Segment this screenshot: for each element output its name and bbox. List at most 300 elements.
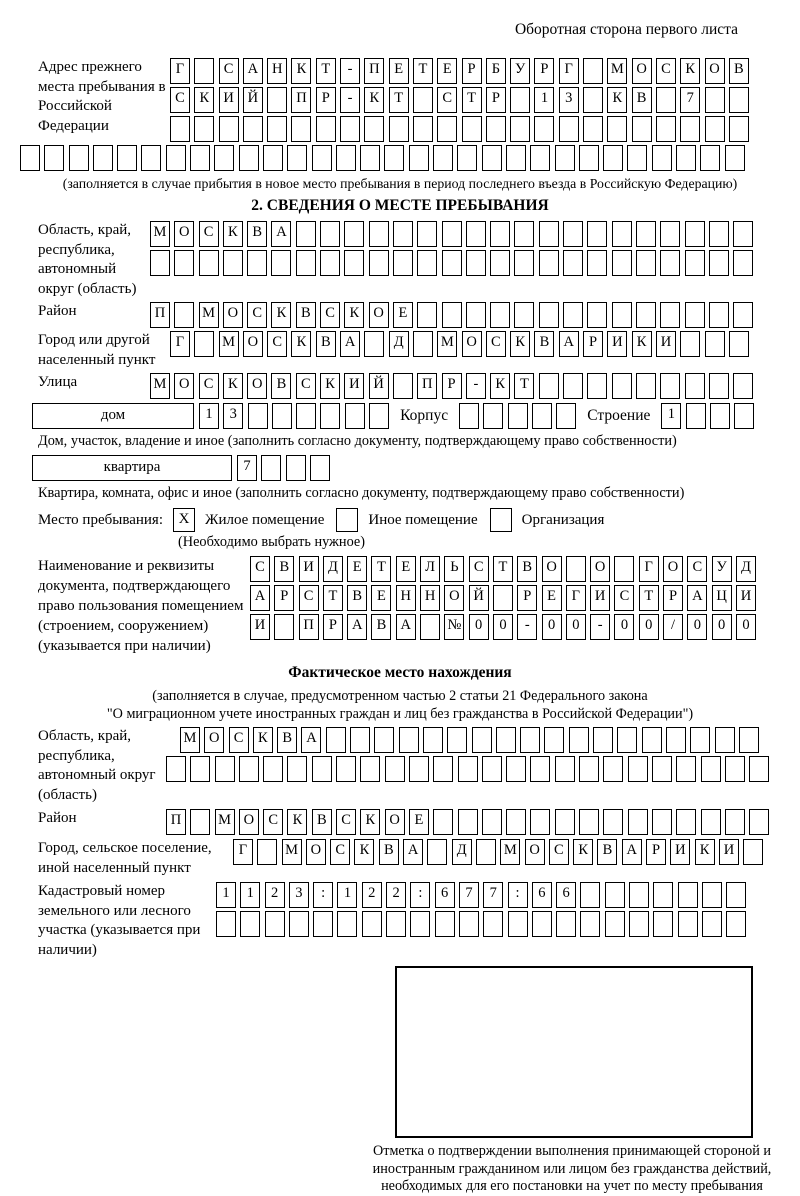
char-cell bbox=[150, 250, 170, 276]
char-cell: С bbox=[199, 373, 219, 399]
char-cell bbox=[739, 727, 759, 753]
char-cell bbox=[556, 403, 576, 429]
char-cell: И bbox=[670, 839, 690, 865]
char-cell: М bbox=[150, 373, 170, 399]
char-cell bbox=[734, 403, 754, 429]
char-cell bbox=[337, 911, 357, 937]
char-cell bbox=[389, 116, 409, 142]
char-cell: 0 bbox=[614, 614, 634, 640]
char-cell: К bbox=[253, 727, 273, 753]
char-cell: Р bbox=[583, 331, 603, 357]
cadastral-label: Кадастровый номер земельного или лесного участка (указывается при наличии) bbox=[38, 883, 201, 958]
char-cell bbox=[508, 403, 528, 429]
char-cell: К bbox=[287, 809, 307, 835]
char-cell bbox=[362, 911, 382, 937]
char-cell bbox=[612, 221, 632, 247]
char-cell bbox=[399, 727, 419, 753]
char-cell: : bbox=[508, 882, 528, 908]
char-cell bbox=[636, 302, 656, 328]
char-cell: 1 bbox=[534, 87, 554, 113]
char-cell bbox=[729, 87, 749, 113]
char-cell: Е bbox=[542, 585, 562, 611]
char-cell: Е bbox=[389, 58, 409, 84]
char-cell bbox=[384, 145, 404, 171]
char-cell bbox=[240, 911, 260, 937]
char-cell: С bbox=[229, 727, 249, 753]
char-cell bbox=[580, 882, 600, 908]
document-row-1 bbox=[250, 556, 756, 582]
char-cell bbox=[563, 302, 583, 328]
char-cell: С bbox=[299, 585, 319, 611]
char-cell bbox=[685, 302, 705, 328]
char-cell: 1 bbox=[216, 882, 236, 908]
checkbox-other-premises bbox=[336, 508, 358, 532]
char-cell bbox=[653, 911, 673, 937]
char-cell bbox=[628, 756, 648, 782]
char-cell bbox=[676, 809, 696, 835]
char-cell: М bbox=[199, 302, 219, 328]
char-cell bbox=[593, 727, 613, 753]
char-cell bbox=[660, 250, 680, 276]
char-cell bbox=[725, 145, 745, 171]
char-cell bbox=[579, 809, 599, 835]
char-cell bbox=[733, 221, 753, 247]
actual-region-rows bbox=[166, 727, 769, 782]
apartment-type-box: квартира bbox=[32, 455, 232, 481]
actual-location-caption-1: (заполняется в случае, предусмотренном частью 2 статьи 21 Федерального закона bbox=[152, 688, 648, 704]
char-cell bbox=[678, 911, 698, 937]
char-cell bbox=[506, 809, 526, 835]
char-cell bbox=[563, 250, 583, 276]
char-cell: Г bbox=[639, 556, 659, 582]
char-cell: Е bbox=[396, 556, 416, 582]
char-cell bbox=[603, 756, 623, 782]
char-cell bbox=[532, 911, 552, 937]
char-cell: А bbox=[622, 839, 642, 865]
option-organization-label: Организация bbox=[521, 511, 605, 528]
char-cell: А bbox=[340, 331, 360, 357]
char-cell bbox=[532, 403, 552, 429]
char-cell bbox=[223, 250, 243, 276]
apartment-field bbox=[20, 455, 780, 481]
char-cell bbox=[614, 556, 634, 582]
char-cell: 3 bbox=[559, 87, 579, 113]
char-cell bbox=[587, 221, 607, 247]
char-cell bbox=[336, 145, 356, 171]
checkbox-residential: X bbox=[173, 508, 195, 532]
char-cell bbox=[490, 221, 510, 247]
char-cell: К bbox=[607, 87, 627, 113]
char-cell: И bbox=[590, 585, 610, 611]
char-cell: М bbox=[219, 331, 239, 357]
char-cell bbox=[508, 911, 528, 937]
char-cell: С bbox=[263, 809, 283, 835]
char-cell bbox=[660, 373, 680, 399]
char-cell: А bbox=[347, 614, 367, 640]
char-cell bbox=[263, 756, 283, 782]
char-cell: Т bbox=[462, 87, 482, 113]
char-cell: И bbox=[344, 373, 364, 399]
char-cell bbox=[44, 145, 64, 171]
char-cell: Р bbox=[517, 585, 537, 611]
document-row-2 bbox=[250, 585, 756, 611]
char-cell bbox=[459, 403, 479, 429]
stay-type-field bbox=[20, 508, 780, 532]
char-cell bbox=[555, 809, 575, 835]
char-cell: - bbox=[466, 373, 486, 399]
char-cell bbox=[653, 882, 673, 908]
char-cell: - bbox=[590, 614, 610, 640]
char-cell: К bbox=[320, 373, 340, 399]
char-cell bbox=[612, 302, 632, 328]
char-cell: К bbox=[510, 331, 530, 357]
char-cell bbox=[700, 145, 720, 171]
char-cell bbox=[457, 145, 477, 171]
char-cell: С bbox=[687, 556, 707, 582]
char-cell bbox=[340, 116, 360, 142]
char-cell bbox=[344, 250, 364, 276]
char-cell: Д bbox=[323, 556, 343, 582]
char-cell: К bbox=[291, 331, 311, 357]
char-cell: О bbox=[444, 585, 464, 611]
char-cell: И bbox=[736, 585, 756, 611]
char-cell bbox=[267, 116, 287, 142]
char-cell bbox=[263, 145, 283, 171]
char-cell bbox=[312, 756, 332, 782]
char-cell bbox=[296, 250, 316, 276]
char-cell bbox=[678, 882, 698, 908]
char-cell: А bbox=[243, 58, 263, 84]
char-cell bbox=[556, 911, 576, 937]
cadastral-row-2 bbox=[216, 911, 746, 937]
char-cell: 1 bbox=[337, 882, 357, 908]
char-cell: Е bbox=[393, 302, 413, 328]
char-cell bbox=[442, 250, 462, 276]
char-cell bbox=[607, 116, 627, 142]
char-cell bbox=[265, 911, 285, 937]
char-cell: Г bbox=[559, 58, 579, 84]
char-cell: О bbox=[632, 58, 652, 84]
char-cell: П bbox=[364, 58, 384, 84]
char-cell bbox=[506, 756, 526, 782]
char-cell: 1 bbox=[199, 403, 219, 429]
char-cell bbox=[409, 145, 429, 171]
char-cell: М bbox=[607, 58, 627, 84]
char-cell bbox=[413, 116, 433, 142]
char-cell: Й bbox=[243, 87, 263, 113]
char-cell: С bbox=[296, 373, 316, 399]
char-cell bbox=[652, 809, 672, 835]
char-cell bbox=[69, 145, 89, 171]
confirmation-caption: Отметка о подтверждении выполнения принимающей стороной и иностранным гражданином или лицом без гражданства действий, необходимых для его постановки на учет по месту пребывания bbox=[372, 1143, 772, 1194]
char-cell bbox=[705, 331, 725, 357]
char-cell: 0 bbox=[687, 614, 707, 640]
char-cell bbox=[320, 250, 340, 276]
char-cell: - bbox=[340, 87, 360, 113]
char-cell: Д bbox=[389, 331, 409, 357]
char-cell: В bbox=[247, 221, 267, 247]
actual-city-field bbox=[20, 839, 780, 878]
char-cell bbox=[520, 727, 540, 753]
char-cell bbox=[364, 116, 384, 142]
previous-address-rows bbox=[170, 58, 749, 142]
char-cell: О bbox=[663, 556, 683, 582]
region-field bbox=[20, 221, 780, 299]
char-cell bbox=[702, 882, 722, 908]
char-cell bbox=[628, 809, 648, 835]
char-cell: Д bbox=[736, 556, 756, 582]
char-cell: 3 bbox=[223, 403, 243, 429]
char-cell bbox=[490, 302, 510, 328]
char-cell bbox=[555, 756, 575, 782]
previous-address-row-3 bbox=[170, 116, 749, 142]
char-cell bbox=[360, 145, 380, 171]
char-cell bbox=[563, 221, 583, 247]
char-cell: В bbox=[312, 809, 332, 835]
char-cell: А bbox=[396, 614, 416, 640]
char-cell: О bbox=[174, 373, 194, 399]
char-cell bbox=[636, 221, 656, 247]
char-cell bbox=[587, 250, 607, 276]
actual-location-title: Фактическое место нахождения bbox=[288, 664, 512, 681]
char-cell: Р bbox=[534, 58, 554, 84]
char-cell: М bbox=[180, 727, 200, 753]
char-cell: М bbox=[282, 839, 302, 865]
char-cell: К bbox=[271, 302, 291, 328]
char-cell: - bbox=[340, 58, 360, 84]
char-cell bbox=[420, 614, 440, 640]
char-cell bbox=[271, 250, 291, 276]
char-cell bbox=[287, 145, 307, 171]
char-cell: А bbox=[271, 221, 291, 247]
char-cell bbox=[583, 58, 603, 84]
char-cell bbox=[344, 221, 364, 247]
char-cell: Р bbox=[462, 58, 482, 84]
char-cell bbox=[486, 116, 506, 142]
char-cell: С bbox=[549, 839, 569, 865]
district-row bbox=[150, 302, 753, 328]
char-cell: О bbox=[525, 839, 545, 865]
document-row-3 bbox=[250, 614, 756, 640]
char-cell bbox=[514, 221, 534, 247]
actual-region-row-2 bbox=[166, 756, 769, 782]
char-cell: А bbox=[250, 585, 270, 611]
option-residential-label: Жилое помещение bbox=[205, 511, 325, 528]
char-cell bbox=[350, 727, 370, 753]
char-cell bbox=[729, 116, 749, 142]
char-cell: К bbox=[490, 373, 510, 399]
char-cell: 7 bbox=[483, 882, 503, 908]
char-cell bbox=[248, 403, 268, 429]
char-cell bbox=[587, 373, 607, 399]
char-cell bbox=[458, 756, 478, 782]
char-cell: О bbox=[462, 331, 482, 357]
char-cell bbox=[174, 302, 194, 328]
char-cell bbox=[656, 116, 676, 142]
char-cell: М bbox=[500, 839, 520, 865]
char-cell bbox=[386, 911, 406, 937]
region-rows bbox=[150, 221, 753, 276]
char-cell bbox=[566, 556, 586, 582]
stay-type-label: Место пребывания: bbox=[38, 511, 163, 528]
char-cell bbox=[493, 585, 513, 611]
char-cell bbox=[433, 145, 453, 171]
char-cell bbox=[483, 403, 503, 429]
actual-district-row bbox=[166, 809, 769, 835]
actual-district-label: Район bbox=[38, 810, 77, 826]
char-cell: О bbox=[306, 839, 326, 865]
char-cell: Т bbox=[316, 58, 336, 84]
char-cell bbox=[715, 727, 735, 753]
char-cell: Е bbox=[347, 556, 367, 582]
char-cell: И bbox=[219, 87, 239, 113]
char-cell: В bbox=[277, 727, 297, 753]
house-field bbox=[20, 403, 780, 429]
char-cell bbox=[709, 373, 729, 399]
char-cell bbox=[20, 145, 40, 171]
char-cell bbox=[660, 221, 680, 247]
char-cell: П bbox=[417, 373, 437, 399]
char-cell: С bbox=[614, 585, 634, 611]
char-cell: В bbox=[729, 58, 749, 84]
char-cell bbox=[466, 250, 486, 276]
char-cell bbox=[636, 373, 656, 399]
char-cell: А bbox=[301, 727, 321, 753]
char-cell: П bbox=[299, 614, 319, 640]
char-cell: И bbox=[719, 839, 739, 865]
char-cell bbox=[219, 116, 239, 142]
char-cell bbox=[690, 727, 710, 753]
char-cell bbox=[652, 145, 672, 171]
char-cell bbox=[701, 809, 721, 835]
char-cell: В bbox=[632, 87, 652, 113]
char-cell bbox=[286, 455, 306, 481]
char-cell bbox=[587, 302, 607, 328]
char-cell bbox=[612, 373, 632, 399]
char-cell bbox=[636, 250, 656, 276]
char-cell bbox=[539, 373, 559, 399]
char-cell bbox=[326, 727, 346, 753]
char-cell: Т bbox=[389, 87, 409, 113]
char-cell: Т bbox=[323, 585, 343, 611]
char-cell: С bbox=[330, 839, 350, 865]
char-cell: 0 bbox=[736, 614, 756, 640]
city-field bbox=[20, 331, 780, 370]
char-cell: К bbox=[354, 839, 374, 865]
char-cell: С bbox=[219, 58, 239, 84]
document-rows bbox=[250, 556, 756, 640]
char-cell bbox=[656, 87, 676, 113]
char-cell: М bbox=[150, 221, 170, 247]
char-cell bbox=[336, 756, 356, 782]
char-cell bbox=[725, 809, 745, 835]
char-cell bbox=[466, 302, 486, 328]
char-cell bbox=[442, 302, 462, 328]
district-label: Район bbox=[38, 303, 77, 319]
char-cell bbox=[433, 756, 453, 782]
char-cell: № bbox=[444, 614, 464, 640]
char-cell: 3 bbox=[289, 882, 309, 908]
char-cell bbox=[272, 403, 292, 429]
char-cell bbox=[686, 403, 706, 429]
char-cell: А bbox=[403, 839, 423, 865]
char-cell: В bbox=[517, 556, 537, 582]
char-cell bbox=[539, 250, 559, 276]
cadastral-field bbox=[20, 882, 780, 960]
char-cell: В bbox=[534, 331, 554, 357]
char-cell bbox=[559, 116, 579, 142]
char-cell: О bbox=[239, 809, 259, 835]
char-cell bbox=[166, 145, 186, 171]
char-cell bbox=[216, 911, 236, 937]
char-cell: Р bbox=[646, 839, 666, 865]
char-cell: Т bbox=[514, 373, 534, 399]
char-cell: И bbox=[250, 614, 270, 640]
char-cell bbox=[705, 116, 725, 142]
char-cell: П bbox=[150, 302, 170, 328]
char-cell bbox=[583, 87, 603, 113]
char-cell: Р bbox=[323, 614, 343, 640]
char-cell: 2 bbox=[265, 882, 285, 908]
char-cell: Е bbox=[409, 809, 429, 835]
char-cell bbox=[530, 145, 550, 171]
actual-region-row-1 bbox=[180, 727, 769, 753]
char-cell bbox=[194, 116, 214, 142]
char-cell: Р bbox=[486, 87, 506, 113]
char-cell: В bbox=[274, 556, 294, 582]
char-cell bbox=[685, 221, 705, 247]
char-cell bbox=[603, 145, 623, 171]
char-cell: А bbox=[559, 331, 579, 357]
char-cell bbox=[313, 911, 333, 937]
apartment-number-row bbox=[237, 455, 330, 481]
char-cell bbox=[709, 250, 729, 276]
char-cell: И bbox=[656, 331, 676, 357]
char-cell bbox=[462, 116, 482, 142]
char-cell: / bbox=[663, 614, 683, 640]
previous-address-block bbox=[20, 58, 780, 142]
char-cell: 0 bbox=[469, 614, 489, 640]
char-cell bbox=[544, 727, 564, 753]
char-cell: А bbox=[687, 585, 707, 611]
char-cell: Р bbox=[274, 585, 294, 611]
char-cell bbox=[247, 250, 267, 276]
char-cell bbox=[483, 911, 503, 937]
char-cell bbox=[579, 145, 599, 171]
char-cell bbox=[174, 250, 194, 276]
street-row bbox=[150, 373, 753, 399]
char-cell bbox=[435, 911, 455, 937]
char-cell: К bbox=[680, 58, 700, 84]
char-cell bbox=[393, 221, 413, 247]
char-cell bbox=[320, 403, 340, 429]
char-cell: В bbox=[347, 585, 367, 611]
region-row-1 bbox=[150, 221, 753, 247]
char-cell bbox=[417, 221, 437, 247]
city-label: Город или другой населенный пункт bbox=[38, 332, 156, 368]
option-other-premises-label: Иное помещение bbox=[368, 511, 478, 528]
char-cell bbox=[413, 331, 433, 357]
char-cell: Р bbox=[663, 585, 683, 611]
char-cell bbox=[447, 727, 467, 753]
char-cell: О bbox=[243, 331, 263, 357]
previous-address-caption: (заполняется в случае прибытия в новое место пребывания в период последнего въезда в Российскую Федерацию) bbox=[62, 176, 738, 191]
char-cell: Т bbox=[371, 556, 391, 582]
stay-type-hint: (Необходимо выбрать нужное) bbox=[178, 534, 366, 550]
char-cell bbox=[629, 882, 649, 908]
char-cell: В bbox=[371, 614, 391, 640]
char-cell: Р bbox=[316, 87, 336, 113]
